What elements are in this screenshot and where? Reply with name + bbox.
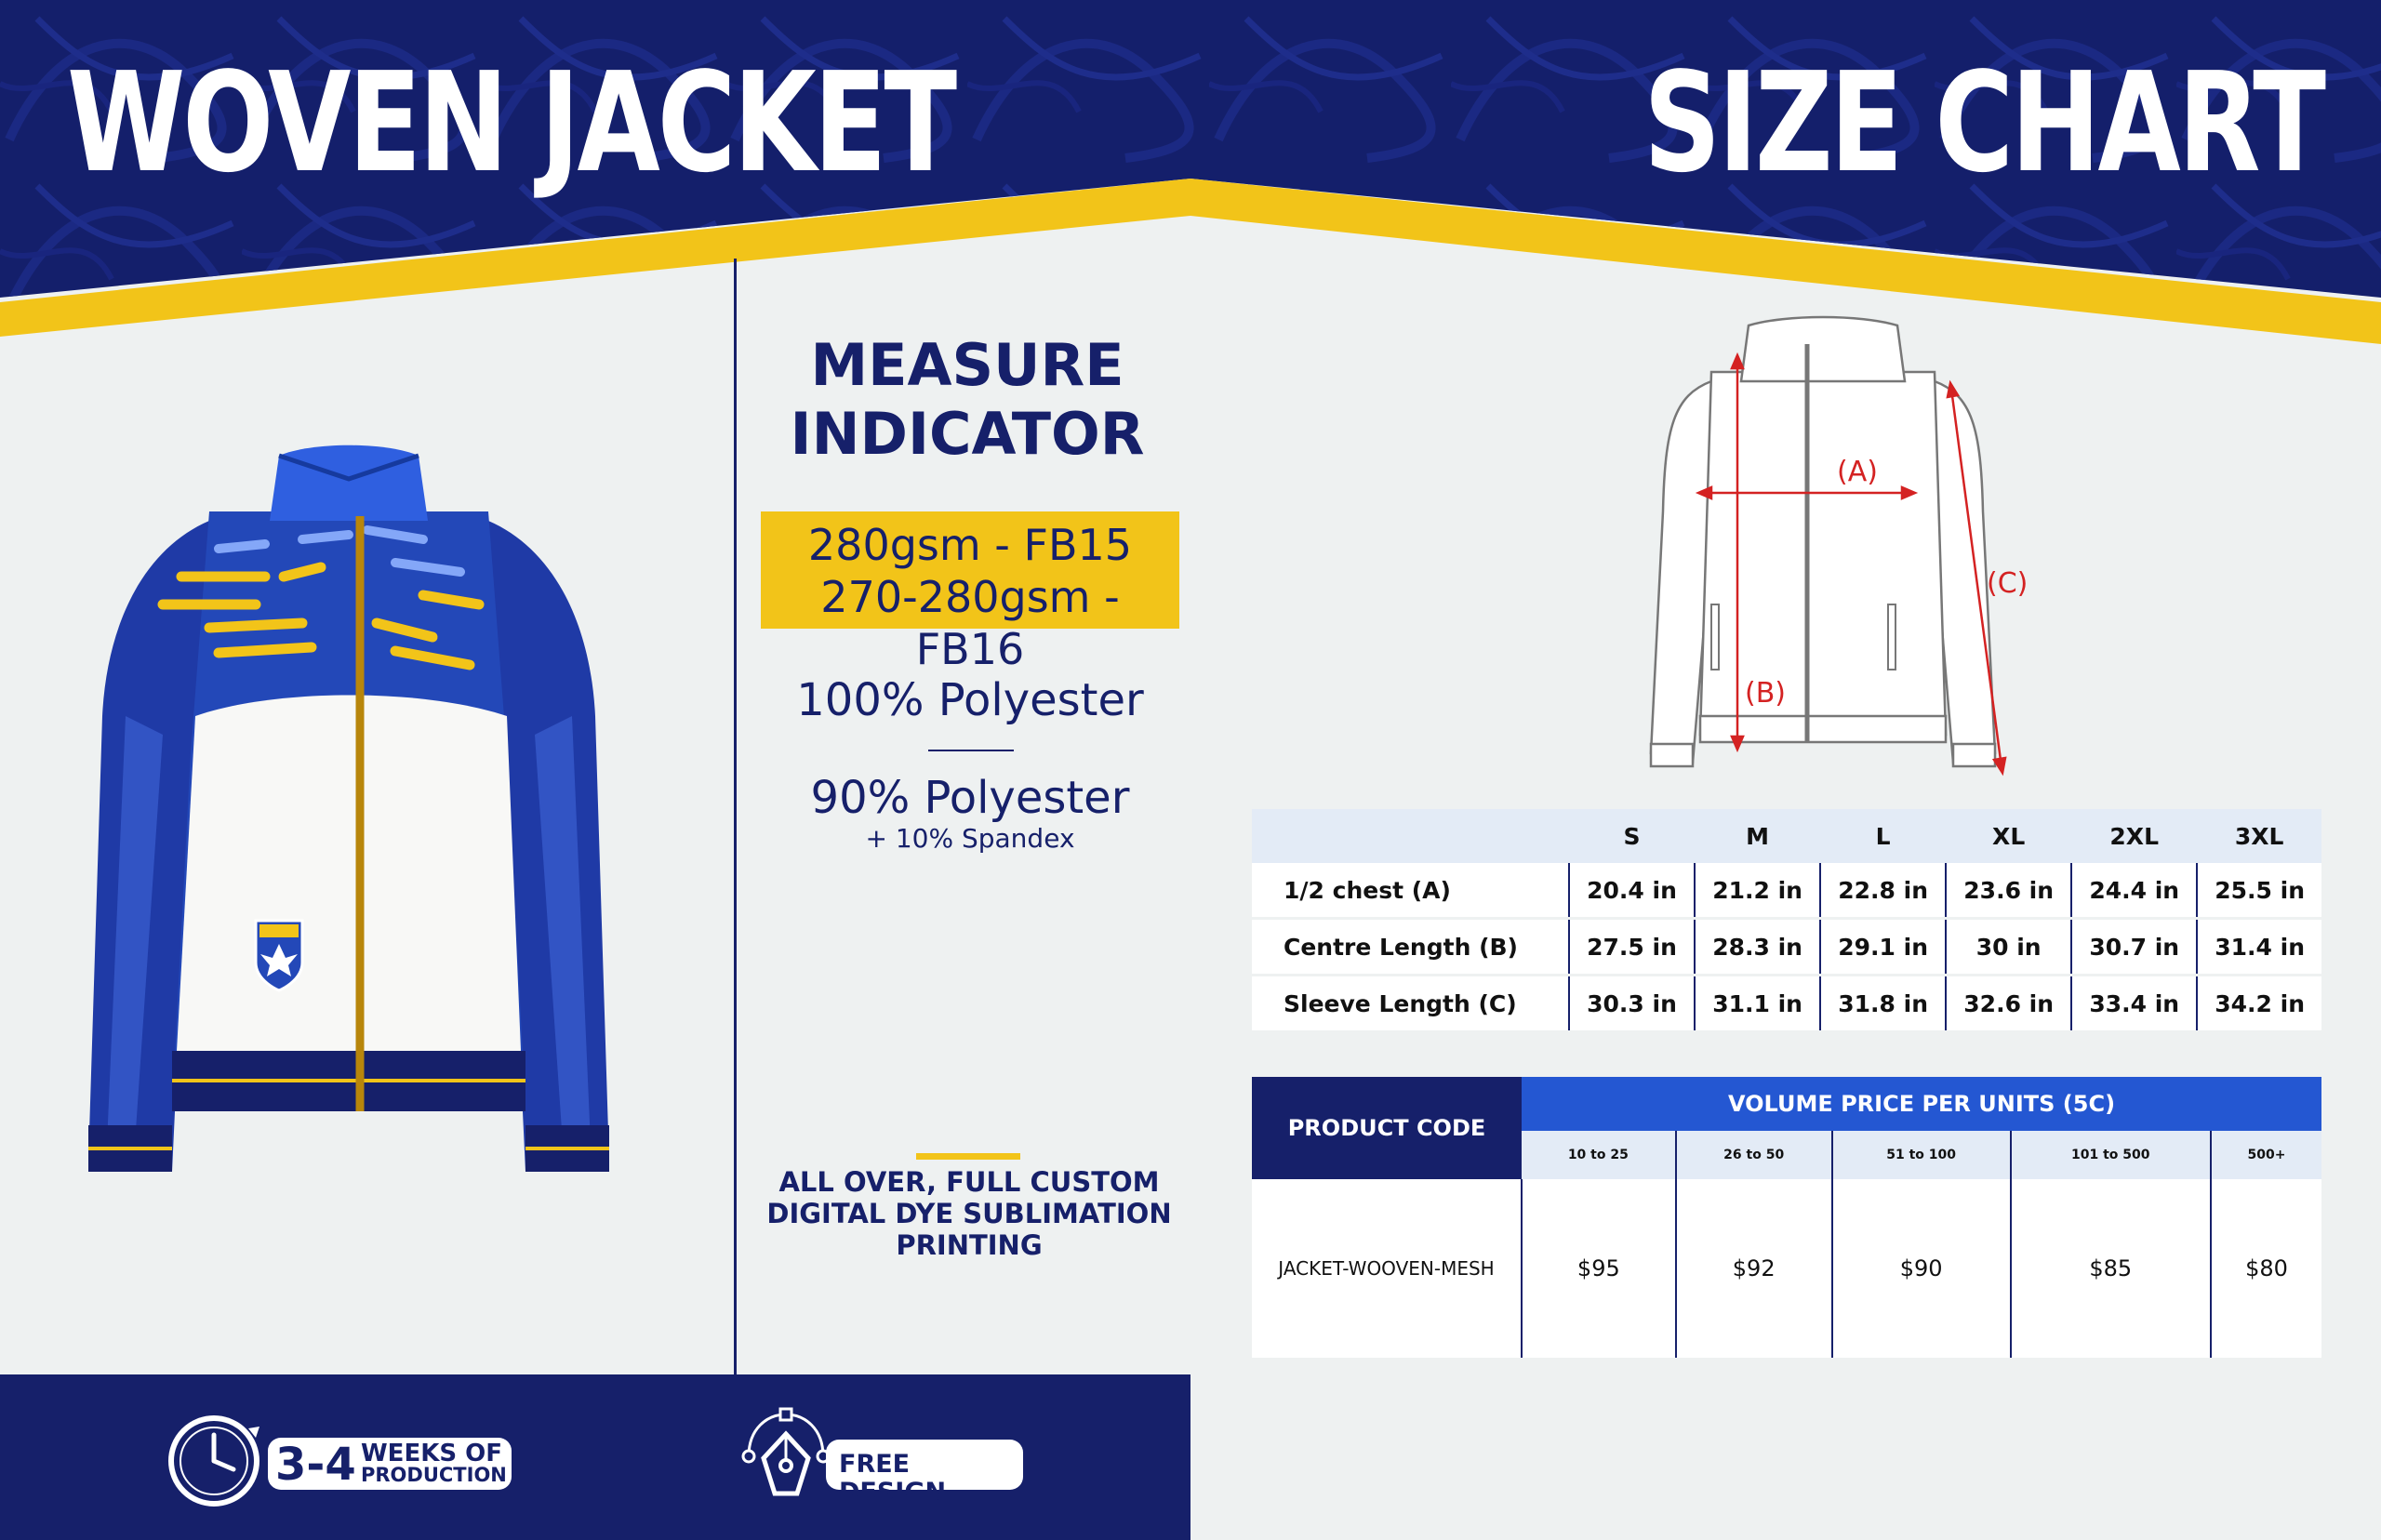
size-col-m: M (1695, 809, 1820, 863)
tier-101-500: 101 to 500 (2011, 1131, 2212, 1179)
measure-label-c: (C) (1987, 567, 2029, 600)
title-size-chart: SIZE CHART (1643, 43, 2323, 203)
weeks-number: 3-4 (275, 1439, 356, 1491)
product-code-header: PRODUCT CODE (1252, 1077, 1522, 1179)
material-option-1: 100% Polyester (796, 674, 1144, 726)
jacket-product-image (70, 437, 628, 1200)
size-col-2xl: 2XL (2071, 809, 2197, 863)
table-cell: 30.3 in (1569, 976, 1695, 1032)
product-code-value: JACKET-WOOVEN-MESH (1252, 1179, 1522, 1358)
tier-500-plus: 500+ (2211, 1131, 2321, 1179)
table-cell: 25.5 in (2197, 863, 2321, 919)
table-cell: 28.3 in (1695, 919, 1820, 976)
table-cell: 23.6 in (1946, 863, 2071, 919)
fabric-weight-box (761, 511, 1179, 674)
price-cell: $90 (1832, 1179, 2011, 1358)
print-note-accent (916, 1153, 1020, 1160)
size-table (1252, 809, 2321, 1033)
title-woven-jacket: WOVEN JACKET (67, 43, 955, 203)
free-design-badge (826, 1440, 1023, 1507)
size-table-corner (1252, 809, 1569, 863)
material-separator (928, 750, 1014, 751)
table-cell: 31.1 in (1695, 976, 1820, 1032)
row-label-sleeve-length: Sleeve Length (C) (1252, 976, 1569, 1032)
weeks-line2: PRODUCTION (361, 1464, 507, 1486)
jacket-measurement-diagram (1609, 307, 2037, 790)
table-row (1252, 863, 2321, 919)
price-table (1252, 1077, 2321, 1358)
table-cell: 31.8 in (1820, 976, 1946, 1032)
pen-tool-icon (730, 1401, 842, 1512)
production-time-badge (268, 1438, 512, 1490)
table-cell: 27.5 in (1569, 919, 1695, 976)
size-col-l: L (1820, 809, 1946, 863)
tier-10-25: 10 to 25 (1522, 1131, 1676, 1179)
jacket-logo-badge (256, 921, 302, 990)
size-col-3xl: 3XL (2197, 809, 2321, 863)
weeks-line1: WEEKS OF (361, 1440, 502, 1467)
table-cell: 30 in (1946, 919, 2071, 976)
measure-label-a: (A) (1837, 456, 1878, 488)
footer-bar (0, 1374, 1190, 1540)
table-cell: 31.4 in (2197, 919, 2321, 976)
table-cell: 33.4 in (2071, 976, 2197, 1032)
measure-heading-line1: MEASURE (810, 331, 1124, 399)
measure-label-b: (B) (1745, 677, 1786, 710)
measure-heading-line2: INDICATOR (790, 400, 1145, 468)
table-cell: 30.7 in (2071, 919, 2197, 976)
material-option-2: 90% Polyester (810, 772, 1130, 824)
print-note (709, 1166, 1230, 1261)
table-cell: 22.8 in (1820, 863, 1946, 919)
price-cell: $95 (1522, 1179, 1676, 1358)
size-col-s: S (1569, 809, 1695, 863)
table-cell: 24.4 in (2071, 863, 2197, 919)
table-row (1252, 976, 2321, 1032)
tier-51-100: 51 to 100 (1832, 1131, 2011, 1179)
material-option-2-sub: + 10% Spandex (865, 823, 1075, 854)
clock-icon (163, 1410, 265, 1512)
table-row (1252, 1179, 2321, 1358)
tier-26-50: 26 to 50 (1676, 1131, 1832, 1179)
price-cell: $85 (2011, 1179, 2212, 1358)
fabric-weight-2: 270-280gsm - FB16 (820, 572, 1120, 674)
table-cell: 29.1 in (1820, 919, 1946, 976)
table-cell: 32.6 in (1946, 976, 2071, 1032)
price-cell: $92 (1676, 1179, 1832, 1358)
print-note-line2: DIGITAL DYE SUBLIMATION (766, 1198, 1172, 1229)
row-label-centre-length: Centre Length (B) (1252, 919, 1569, 976)
print-note-line3: PRINTING (896, 1229, 1043, 1261)
table-row (1252, 919, 2321, 976)
volume-price-header: VOLUME PRICE PER UNITS (5C) (1522, 1077, 2321, 1131)
table-cell: 20.4 in (1569, 863, 1695, 919)
table-cell: 34.2 in (2197, 976, 2321, 1032)
size-table-header-row (1252, 809, 2321, 863)
fabric-weight-1: 280gsm - FB15 (807, 520, 1133, 570)
row-label-chest: 1/2 chest (A) (1252, 863, 1569, 919)
price-cell: $80 (2211, 1179, 2321, 1358)
print-note-line1: ALL OVER, FULL CUSTOM (778, 1166, 1160, 1198)
free-design-label: FREE DESIGN (839, 1450, 947, 1507)
size-col-xl: XL (1946, 809, 2071, 863)
table-cell: 21.2 in (1695, 863, 1820, 919)
